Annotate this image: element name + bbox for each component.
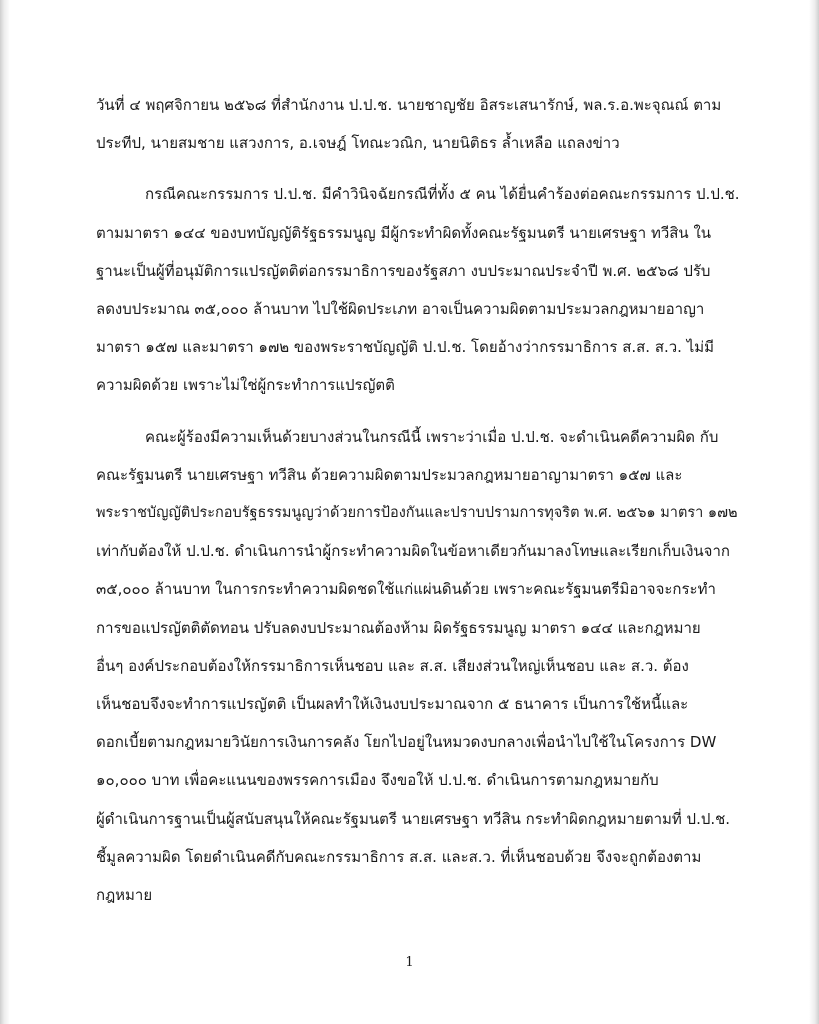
text-line: การขอแปรญัตติตัดทอน ปรับลดงบประมาณต้องห้าม ผิดรัฐธรรมนูญ มาตรา ๑๔๔ และกฎหมาย — [96, 618, 701, 637]
text-line: กฎหมาย — [96, 886, 153, 905]
text-line: ประทีป, นายสมชาย แสวงการ, อ.เจษฎ์ โทณะวณิก, นายนิติธร ล้ำเหลือ แถลงข่าว — [96, 134, 620, 153]
text-line: กรณีคณะกรรมการ ป.ป.ช. มีคำวินิจฉัยกรณีที่ทั้ง ๕ คน ได้ยื่นคำร้องต่อคณะกรรมการ ป.ป.ช. — [145, 185, 740, 204]
paragraph-spacer — [96, 162, 744, 175]
text-line: ความผิดด้วย เพราะไม่ใช่ผู้กระทำการแปรญัตติ — [96, 376, 395, 395]
text-line: ๑๐,๐๐๐ บาท เพื่อคะแนนของพรรคการเมือง จึงขอให้ ป.ป.ช. ดำเนินการตามกฎหมายกับ — [96, 771, 659, 790]
text-line: ผู้ดำเนินการฐานเป็นผู้สนับสนุนให้คณะรัฐมนตรี นายเศรษฐา ทวีสิน กระทำผิดกฎหมายตามที่ ป.ป.ช. — [96, 809, 731, 828]
text-line: อื่นๆ องค์ประกอบต้องให้กรรมาธิการเห็นชอบ และ ส.ส. เสียงส่วนใหญ่เห็นชอบ และ ส.ว. ต้อง — [96, 656, 689, 675]
intro-paragraph — [96, 86, 744, 162]
page-edge-left — [0, 0, 10, 1024]
text-line: ลดงบประมาณ ๓๕,๐๐๐ ล้านบาท ไปใช้ผิดประเภท อาจเป็นความผิดตามประมวลกฎหมายอาญา — [96, 300, 705, 319]
text-line: มาตรา ๑๕๗ และมาตรา ๑๗๒ ของพระราชบัญญัติ ป.ป.ช. โดยอ้างว่ากรรมาธิการ ส.ส. ส.ว. ไม่มี — [96, 338, 715, 357]
paragraph-2 — [96, 418, 744, 915]
paragraph-1 — [96, 175, 744, 404]
text-line: ฐานะเป็นผู้ที่อนุมัติการแปรญัตติต่อกรรมาธิการของรัฐสภา งบประมาณประจำปี พ.ศ. ๒๕๖๘ ปรับ — [96, 261, 711, 280]
text-line: ดอกเบี้ยตามกฎหมายวินัยการเงินการคลัง โยกไปอยู่ในหมวดงบกลางเพื่อนำไปใช้ในโครงการ DW — [96, 733, 717, 752]
text-line: ๓๕,๐๐๐ ล้านบาท ในการกระทำความผิดชดใช้แก่แผ่นดินด้วย เพราะคณะรัฐมนตรีมิอาจจะกระทำ — [96, 580, 716, 599]
document-body — [96, 86, 744, 914]
page-number: 1 — [405, 955, 414, 970]
text-line: พระราชบัญญัติประกอบรัฐธรรมนูญว่าด้วยการป้องกันและปราบปรามการทุจริต พ.ศ. ๒๕๖๑ มาตรา ๑๗๒ — [96, 505, 738, 522]
text-line: คณะผู้ร้องมีความเห็นด้วยบางส่วนในกรณีนี้ เพราะว่าเมื่อ ป.ป.ช. จะดำเนินคดีความผิด กับ — [145, 427, 719, 446]
text-line: ตามมาตรา ๑๔๔ ของบทบัญญัติรัฐธรรมนูญ มีผู้กระทำผิดทั้งคณะรัฐมนตรี นายเศรษฐา ทวีสิน ใน — [96, 223, 712, 242]
text-line: เท่ากับต้องให้ ป.ป.ช. ดำเนินการนำผู้กระทำความผิดในข้อหาเดียวกันมาลงโทษและเรียกเก็บเงินจาก — [96, 542, 730, 561]
paragraph-spacer — [96, 405, 744, 418]
text-line: เห็นชอบจึงจะทำการแปรญัตติ เป็นผลทำให้เงินงบประมาณจาก ๕ ธนาคาร เป็นการใช้หนี้และ — [96, 695, 689, 714]
page-edge-right — [809, 0, 819, 1024]
text-line: วันที่ ๔ พฤศจิกายน ๒๕๖๘ ที่สำนักงาน ป.ป.ช. นายชาญชัย อิสระเสนารักษ์, พล.ร.อ.พะจุณณ์ ตาม — [96, 96, 722, 114]
text-line: ชี้มูลความผิด โดยดำเนินคดีกับคณะกรรมาธิการ ส.ส. และส.ว. ที่เห็นชอบด้วย จึงจะถูกต้องตาม — [96, 847, 702, 866]
text-line: คณะรัฐมนตรี นายเศรษฐา ทวีสิน ด้วยความผิดตามประมวลกฎหมายอาญามาตรา ๑๕๗ และ — [96, 465, 683, 484]
